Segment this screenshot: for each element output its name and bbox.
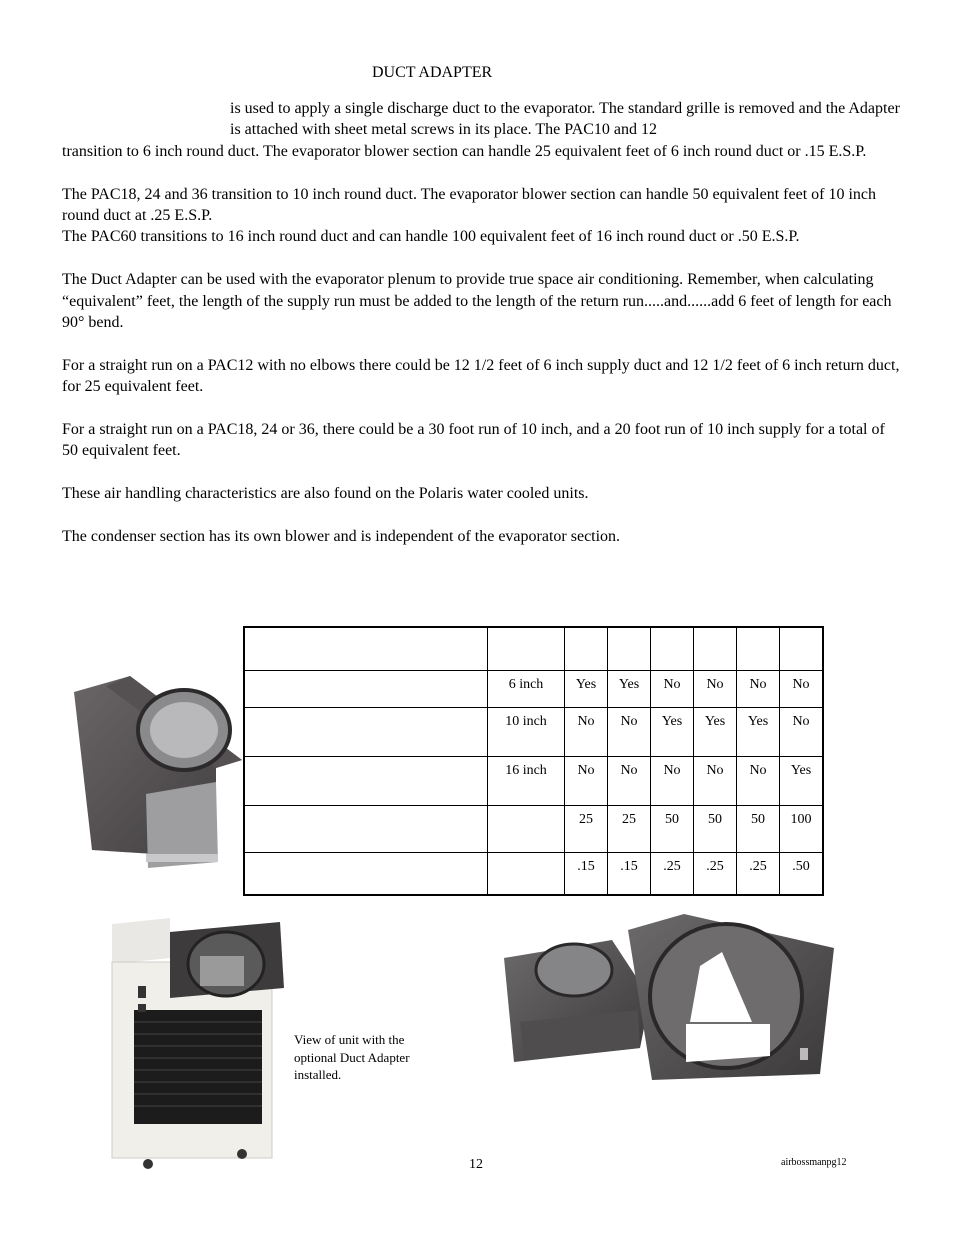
body-text — [62, 98, 902, 569]
table-cell: No — [780, 707, 824, 756]
table-cell — [608, 627, 651, 670]
table-cell: Yes — [565, 670, 608, 707]
table-cell: No — [608, 707, 651, 756]
table-cell — [244, 627, 488, 670]
table-cell — [694, 627, 737, 670]
table-cell: Yes — [694, 707, 737, 756]
table-cell: 25 — [565, 805, 608, 852]
table-cell: 50 — [694, 805, 737, 852]
table-cell — [780, 627, 824, 670]
table-cell: No — [694, 670, 737, 707]
paragraph-pac60: The PAC60 transitions to 16 inch round duct and can handle 100 equivalent feet of 16 inch round duct or .50 E.S.P. — [62, 228, 800, 246]
table-cell: 10 inch — [488, 707, 565, 756]
duct-adapter-photo — [66, 672, 246, 870]
table-cell: 25 — [608, 805, 651, 852]
paragraph-pac12-example: For a straight run on a PAC12 with no elbows there could be 12 1/2 feet of 6 inch supply duct and 12 1/2 feet of 6 inch return duct, for 25 equivalent feet. — [62, 356, 900, 396]
table-cell: No — [694, 756, 737, 805]
paragraph-pac18-36: The PAC18, 24 and 36 transition to 10 inch round duct. The evaporator blower section can handle 50 equivalent feet of 10 inch round duct at .25 E.S.P. — [62, 185, 877, 225]
table-cell: Yes — [737, 707, 780, 756]
table-cell — [565, 627, 608, 670]
table-cell: 50 — [737, 805, 780, 852]
table-cell — [244, 852, 488, 895]
table-header-row — [244, 627, 823, 670]
paragraph-pac18-example: For a straight run on a PAC18, 24 or 36, there could be a 30 foot run of 10 inch, and a 20 foot run of 10 inch supply for a total of 50 equivalent feet. — [62, 421, 885, 460]
table-cell: No — [737, 670, 780, 707]
table-cell: .15 — [608, 852, 651, 895]
table-cell — [737, 627, 780, 670]
table-row — [244, 852, 823, 895]
table-row — [244, 805, 823, 852]
table-cell: Yes — [651, 707, 694, 756]
paragraph-condenser: The condenser section has its own blower and is independent of the evaporator section. — [62, 528, 621, 546]
photo-caption: View of unit with the optional Duct Adapter installed. — [294, 1032, 410, 1082]
duct-size-table — [243, 626, 824, 896]
table-cell: No — [737, 756, 780, 805]
table-cell — [488, 852, 565, 895]
table-cell: .15 — [565, 852, 608, 895]
page-title: DUCT ADAPTER — [372, 64, 493, 81]
paragraph-pac10-12: transition to 6 inch round duct. The evaporator blower section can handle 25 equivalent feet of 6 inch round duct or .15 E.S.P. — [62, 142, 867, 160]
table-cell: No — [565, 756, 608, 805]
table-cell: Yes — [780, 756, 824, 805]
table-row — [244, 756, 823, 805]
table-cell: .25 — [737, 852, 780, 895]
table-cell — [488, 805, 565, 852]
table-cell: Yes — [608, 670, 651, 707]
table-cell: No — [608, 756, 651, 805]
table-cell: No — [651, 670, 694, 707]
table-cell: 100 — [780, 805, 824, 852]
paragraph-equivalent-feet: The Duct Adapter can be used with the evaporator plenum to provide true space air conditioning. Remember, when calculating “equivalent” feet, the length of the supply run must be added to the length of the return run.....and......add 6 feet of length for each 90° bend. — [62, 271, 892, 332]
table-row — [244, 707, 823, 756]
paragraph-polaris: These air handling characteristics are also found on the Polaris water cooled units. — [62, 485, 589, 503]
table-cell — [244, 707, 488, 756]
table-cell — [244, 805, 488, 852]
unit-with-adapter-photo — [108, 918, 288, 1170]
table-cell: .25 — [694, 852, 737, 895]
table-cell: 16 inch — [488, 756, 565, 805]
table-cell — [488, 627, 565, 670]
table-cell: No — [651, 756, 694, 805]
file-identifier: airbossmanpg12 — [781, 1157, 847, 1168]
two-duct-adapters-photo — [500, 912, 838, 1084]
table-cell: .50 — [780, 852, 824, 895]
paragraph-intro: is used to apply a single discharge duct to the evaporator. The standard grille is removed and the Adapter is attached with sheet metal screws in its place. The PAC10 and 12 — [230, 100, 900, 139]
table-cell: 50 — [651, 805, 694, 852]
table-cell — [244, 670, 488, 707]
page-number: 12 — [469, 1157, 483, 1172]
table-cell: .25 — [651, 852, 694, 895]
table-row — [244, 670, 823, 707]
table-cell — [651, 627, 694, 670]
table-cell: No — [565, 707, 608, 756]
table-cell: No — [780, 670, 824, 707]
table-cell — [244, 756, 488, 805]
table-cell: 6 inch — [488, 670, 565, 707]
